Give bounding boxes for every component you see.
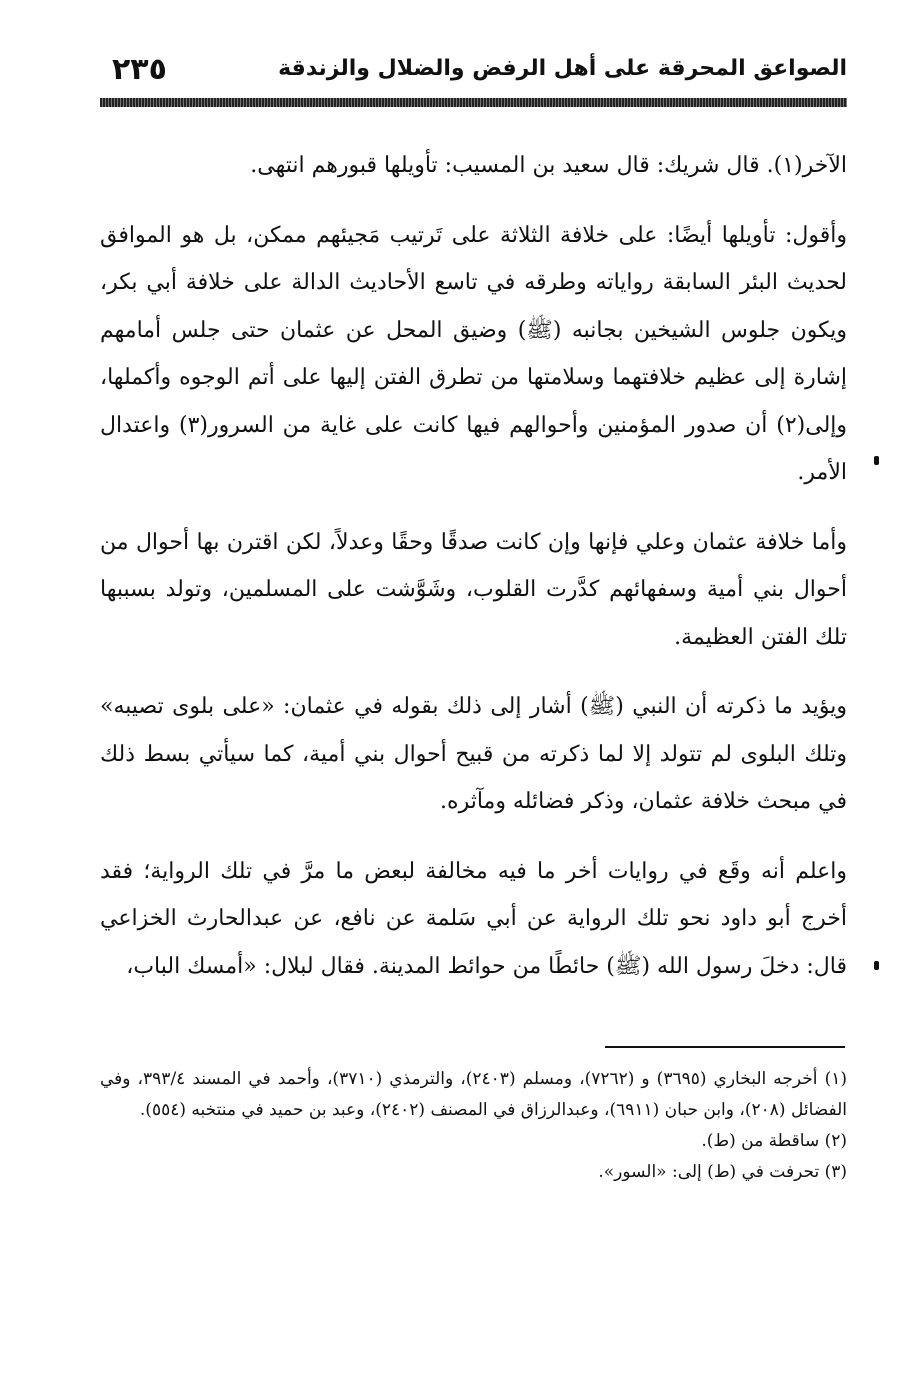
header-title: الصواعق المحرقة على أهل الرفض والضلال والزندقة (278, 56, 847, 81)
paragraph: وأقول: تأويلها أيضًا: على خلافة الثلاثة على تَرتيب مَجيئهم ممكن، بل هو الموافق لحديث البئر السابقة رواياته وطرقه في تاسع الأحاديث الدالة على خلافة أبي بكر، ويكون جلوس الشيخين بجانبه (ﷺ) وضيق المحل عن عثمان حتى جلس أمامهم إشارة إلى عظيم خلافتهما وسلامتها من تطرق الفتن إليها على أتم الوجوه وأكملها، وإلى(٢) أن صدور المؤمنين وأحوالهم فيها كانت على غاية من السرور(٣) واعتدال الأمر. (100, 222, 848, 485)
paragraph: واعلم أنه وقَع في روايات أخر ما فيه مخالفة لبعض ما مرَّ في تلك الرواية؛ فقد أخرج أبو داود نحو تلك الرواية عن أبي سَلمة عن نافع، عن عبدالحارث الخزاعي قال: دخلَ رسول الله (ﷺ) حائطًا من حوائط المدينة. فقال لبلال: «أمسك الباب، (100, 858, 847, 979)
paragraph: ويؤيد ما ذكرته أن النبي (ﷺ) أشار إلى ذلك بقوله في عثمان: «على بلوى تصيبه» وتلك البلوى لم تتولد إلا لما ذكرته من قبيح أحوال بني أمية، كما سيأتي بسط ذلك في مبحث خلافة عثمان، وذكر فضائله ومآثره. (100, 694, 847, 814)
paragraph: وأما خلافة عثمان وعلي فإنها وإن كانت صدقًا وحقًا وعدلاً، لكن اقترن بها أحوال من أحوال بني أمية وسفهائهم كدَّرت القلوب، وشَوَّشت على المسلمين، وتولد بسببها تلك الفتن العظيمة. (100, 529, 847, 650)
running-header (100, 52, 847, 96)
margin-mark (874, 961, 879, 970)
header-rule (100, 98, 847, 107)
paragraph: الآخر(١). قال شريك: قال سعيد بن المسيب: تأويلها قبورهم انتهى. (250, 153, 847, 178)
footnote: (٣) تحرفت في (ط) إلى: «السور». (598, 1162, 847, 1182)
page-number: ٢٣٥ (112, 52, 167, 87)
footnote: (٢) ساقطة من (ط). (701, 1131, 847, 1151)
footnotes (100, 1064, 847, 1188)
footnote: (١) أخرجه البخاري (٣٦٩٥) و (٧٢٦٢)، ومسلم (٢٤٠٣)، والترمذي (٣٧١٠)، وأحمد في المسند ٣٩٣/٤، وفي الفضائل (٢٠٨)، وابن حبان (٦٩١١)، وعبدالرزاق في المصنف (٢٤٠٢)، وعبد بن حميد في منتخبه (٥٥٤). (100, 1069, 847, 1120)
main-text (100, 142, 847, 990)
margin-mark (874, 456, 879, 465)
footnote-separator (605, 1046, 845, 1048)
